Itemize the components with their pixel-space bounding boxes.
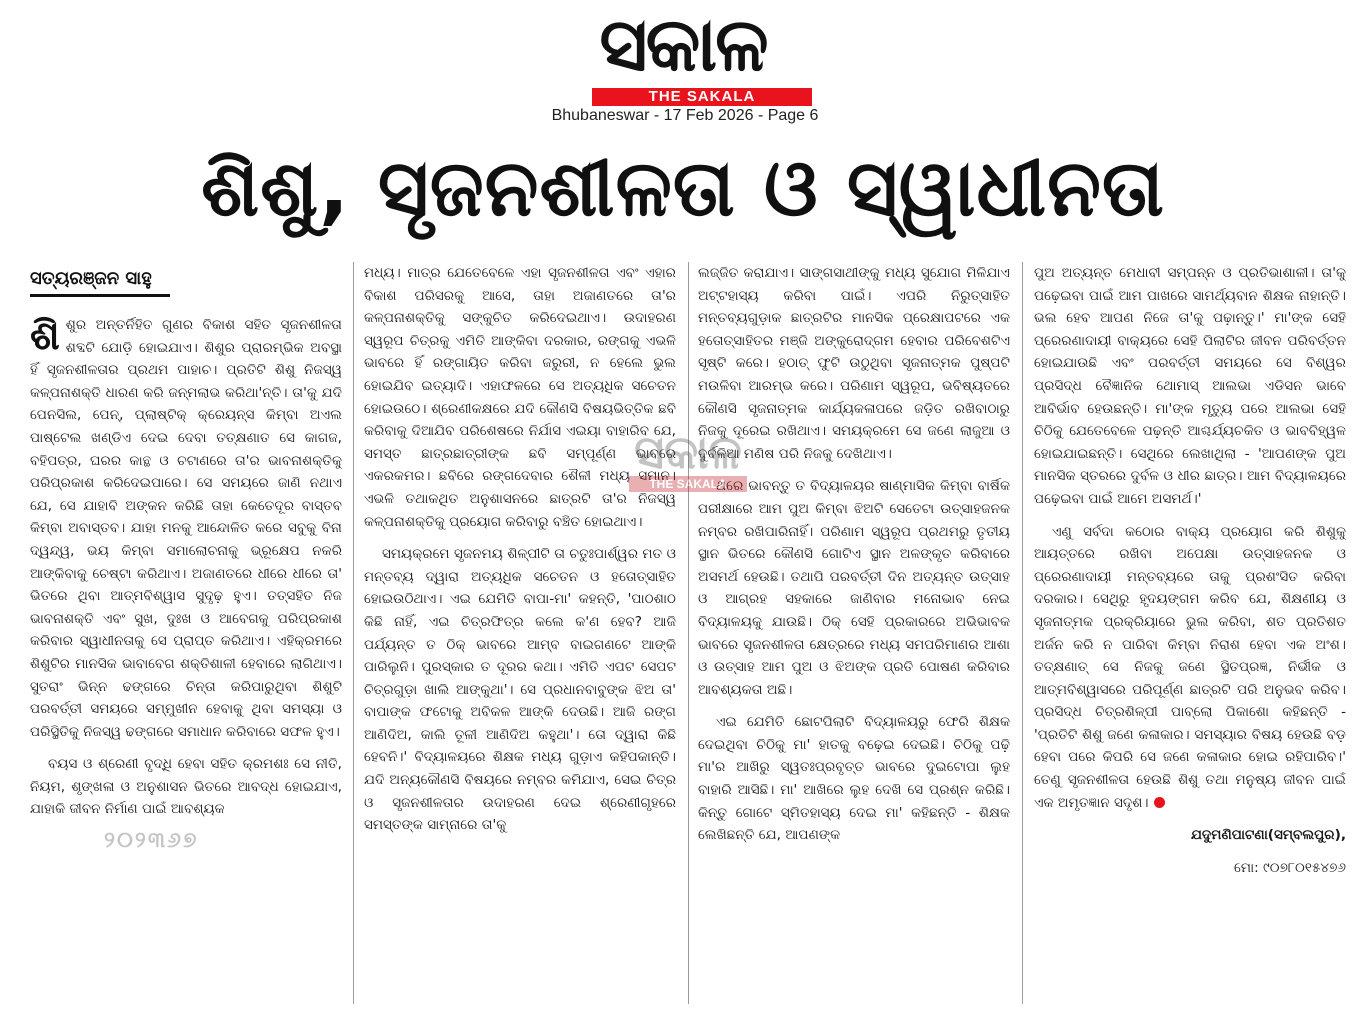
author-phone: ମୋ: ୯୦୭୮୦୧୫୪୭୬ <box>1234 859 1346 876</box>
drop-cap: ଶି <box>30 314 60 359</box>
paragraph: ପୁଅ ଅତ୍ୟନ୍ତ ମେଧାବୀ ସମ୍ପନ୍ନ ଓ ପ୍ରତିଭାଶାଳୀ। ତା'କୁ ପଢ଼େଇବା ପାଇଁ ଆମ ପାଖରେ ସାମର୍ଥ୍ୟବାନ ଶିକ୍ଷକ ନାହାନ୍ତି। ଭଲ ହେବ ଆପଣ ନିଜେ ତା'କୁ ପଢ଼ାନ୍ତୁ।' ମା'ଙ୍କ ସେହି ପ୍ରେରଣାଦାୟୀ ବାକ୍ୟରେ ସେହି ପିଲାଟିର ଜୀବନ ପରିବର୍ତ୍ତନ ହୋଇଯାଉଛି ଏବଂ ପରବର୍ତ୍ତୀ ସମୟରେ ସେ ବିଶ୍ୱର ପ୍ରସିଦ୍ଧ ବୈଜ୍ଞାନିକ ଥୋମାସ୍ ଆଲଭା ଏଡିସନ ଭାବେ ଆବିର୍ଭାବ ହେଉଛନ୍ତି। ମା'ଙ୍କ ମୃତ୍ୟୁ ପରେ ଆଲଭା ସେହି ଚିଠିକୁ ଯେତେବେଳେ ପଢ଼ନ୍ତି ଆଶ୍ଚର୍ଯ୍ୟଚକିତ ଓ ଭାବବିହ୍ୱଳ ହୋଇଯାଇଛନ୍ତି। ସେଥିରେ ଲେଖାଥିଲା - 'ଆପଣଙ୍କ ପୁଅ ମାନସିକ ସ୍ତରରେ ଦୁର୍ବଳ ଓ ଧୀର ଛାତ୍ର। ଆମ ବିଦ୍ୟାଳୟରେ ପଢ଼େଇବା ପାଇଁ ଆମେ ଅସମର୍ଥ।' <box>1034 265 1346 507</box>
paragraph: ସମୟକ୍ରମେ ସୃଜନମୟ ଶିଳ୍ପୀଟି ତା ଚତୁଃପାର୍ଶ୍ୱର ମତ ଓ ମନ୍ତବ୍ୟ ଦ୍ୱାରା ଅତ୍ୟଧିକ ସଚେତନ ଓ ହତୋତ୍ସାହିତ ହୋଇଉଠିଥାଏ। ଏଇ ଯେମିତି ବାପା-ମା' କହନ୍ତି, 'ପାଠଶାଠ କିଛି ନାହିଁ, ଏଇ ଚିତ୍ରଫିତ୍ର କଲେ କ'ଣ ହେବ? ଆଜି ପର୍ଯ୍ୟନ୍ତ ତ ଠିକ୍ ଭାବରେ ଆମ୍ବ ବାଇଗଣଟେ ଆଙ୍କି ପାରିଲୁନି। ପୁରସ୍କାର ତ ଦୂରର କଥା। ଏମିତି ଏପଟ ସେପଟ ଚିତ୍ରଗୁଡ଼ା ଖାଲି ଆଙ୍କୁଥା'। ସେ ପ୍ରଧାନବାବୁଙ୍କ ଝିଅ ତା' ବାପାଙ୍କ ଫଟୋକୁ ଅବିକଳ ଆଙ୍କି ଦେଉଛି। ଆଜି ରଙ୍ଗ ଆଣିଦିଅ, କାଲି ତୂଳୀ ଆଣିଦିଅ କହୁଥା'। ତୋ ଦ୍ୱାରା କିଛି ହେବନି।' ବିଦ୍ୟାଳୟରେ ଶିକ୍ଷକ ମଧ୍ୟ ଗୁଡ଼ାଏ କହିପକାନ୍ତି। ଯଦି ଅନ୍ୟକୌଣସି ବିଷୟରେ ନମ୍ବର କମିଯାଏ, ସେଇ ଚିତ୍ର ଓ ସୃଜନଶୀଳତାର ଉଦାହରଣ ଦେଇ ଶ୍ରେଣୀଗୃହରେ ସମସ୍ତଙ୍କ ସାମ୍ନାରେ ତା'କୁ <box>364 546 676 834</box>
sakala-logo[interactable] <box>530 4 836 104</box>
watermark-band: THE SAKALA <box>629 476 747 492</box>
column-divider <box>1022 262 1023 1004</box>
article-column-2 <box>364 262 676 1007</box>
article-column-1 <box>30 314 342 1007</box>
paragraph: ଲଜ୍ଜିତ କରାଯାଏ। ସାଙ୍ଗସାଥୀଙ୍କୁ ମଧ୍ୟ ସୁଯୋଗ ମିଳିଯାଏ ଅଟ୍ଟହାସ୍ୟ କରିବା ପାଇଁ। ଏପରି ନିରୁତ୍ସାହିତ ମନ୍ତବ୍ୟଗୁଡ଼ାକ ଛାତ୍ରଟିର ମାନସିକ ପ୍ରେକ୍ଷାପଟରେ ଏକ ହତୋତ୍ସାହିତର ମଞ୍ଜି ଅଙ୍କୁରୋଦ୍‌ଗମ ହେବାର ପରିବେଶଟିଏ ସୃଷ୍ଟି କରେ। ହଠାତ୍ ଫୁଟି ଉଠୁଥିବା ସୃଜନାତ୍ମକ ପୁଷ୍ପଟି ମଉଳିବା ଆରମ୍ଭ କରେ। ପରିଣାମ ସ୍ୱରୂପ, ଭବିଷ୍ୟତରେ କୌଣସି ସୃଜନାତ୍ମକ କାର୍ଯ୍ୟକଳାପରେ ଜଡ଼ିତ ରଖିବାଠାରୁ ନିଜକୁ ଦୂରେଇ ରଖିଥାଏ। ସମୟକ୍ରମେ ସେ ଜଣେ ଲାଜୁଆ ଓ ଦୁର୍ବଳିଆ ମଣିଷ ପରି ନିଜକୁ ଦେଖିଥାଏ। <box>698 265 1010 462</box>
dateline: Bhubaneswar - 17 Feb 2026 - Page 6 <box>551 107 819 124</box>
paragraph: ଏଇ ଯେମିତି ଛୋଟପିଲାଟି ବିଦ୍ୟାଳୟରୁ ଫେରି ଶିକ୍ଷକ ଦେଇଥିବା ଚିଠିକୁ ମା' ହାତକୁ ବଢ଼େଇ ଦେଇଛି। ଚିଠିକୁ ପଢ଼ି ମା'ର ଆଖିରୁ ସ୍ୱତଃପ୍ରବୃତ୍ତ ଭାବରେ ଦୁଇଟୋପା ଲୁହ ବାହାରି ଆସିଛି। ମା' ଆଖିରେ ଲୁହ ଦେଖି ସେ ପ୍ରଶ୍ନ କରିଛି। କିନ୍ତୁ ଗୋଟେ ସ୍ମିତହାସ୍ୟ ଦେଇ ମା' କହିଛନ୍ତି - ଶିକ୍ଷକ ଲେଖିଛନ୍ତି ଯେ, ଆପଣଙ୍କ <box>698 714 1010 844</box>
author-place: ଯଦୁମଣିପାଟଣା(ସମ୍ବଲପୁର), <box>1190 827 1346 844</box>
paragraph: ମଧ୍ୟ। ମାତ୍ର ଯେତେବେଳେ ଏହା ସୃଜନଶୀଳତା ଏବଂ ଏହାର ବିକାଶ ପରିସରକୁ ଆସେ, ତାହା ଅଜାଣତରେ ତା'ର କଳ୍ପନାଶକ୍ତିକୁ ସଙ୍କୁଚିତ କରିଦେଇଥାଏ। ଉଦାହରଣ ସ୍ୱରୂପ ଚିତ୍ରକୁ ଏମିତି ଆଙ୍କିବା ଦରକାର, ରଙ୍ଗକୁ ଏଭଳି ଭାବରେ ହିଁ ରଙ୍ଗାୟିତ କରିବା ଜରୁରୀ, ନ ହେଲେ ଭୁଲ ହୋଇଯିବ ଇତ୍ୟାଦି। ଏହାଫଳରେ ସେ ଅତ୍ୟଧିକ ସଚେତନ ହୋଇଉଠେ। ଶ୍ରେଣୀକକ୍ଷରେ ଯଦି କୌଣସି ବିଷୟଭିତ୍ତିକ ଛବି କରିବାକୁ ଦିଆଯିବ ପରିଶେଷରେ ନିର୍ଯାସ ଏଇୟା ବାହାରିବ ଯେ, ସମସ୍ତ ଛାତ୍ରଛାତ୍ରୀଙ୍କ ଛବି ସମ୍ପୂର୍ଣ୍ଣ ଭାବରେ ଏକରକମର। ଛବିରେ ରଙ୍ଗଦେବାର ଶୈଳୀ ମଧ୍ୟ ସମାନ। ଏଭଳି ତଥାକଥିତ ଅନୁଶାସନରେ ଛାତ୍ରଟି ତା'ର ନିଜସ୍ୱ କଳ୍ପନାଶକ୍ତିକୁ ପ୍ରୟୋଗ କରିବାରୁ ବଞ୍ଚିତ ହୋଇଥାଏ। <box>364 265 676 530</box>
article-column-4 <box>1034 262 1346 1007</box>
paragraph <box>1034 521 1346 815</box>
logo-band: THE SAKALA <box>592 88 812 106</box>
masthead <box>0 0 1366 130</box>
paragraph: ଥରେ ଭାବନ୍ତୁ ତ ବିଦ୍ୟାଳୟର ଷାଣ୍ମାସିକ କିମ୍ବା ବାର୍ଷିକ ପରୀକ୍ଷାରେ ଆମ ପୁଅ କିମ୍ବା ଝିଅଟି ସେତେଟା ଉତ୍ସାହଜନକ ନମ୍ବର ରଖିପାରିନାହିଁ। ପରିଣାମ ସ୍ୱରୂପ ପ୍ରଥମରୁ ତୃତୀୟ ସ୍ଥାନ ଭିତରେ କୌଣସି ଗୋଟିଏ ସ୍ଥାନ ଅଳଙ୍କୃତ କରିବାରେ ଅସମର୍ଥ ହେଉଛି। ତଥାପି ପରବର୍ତ୍ତୀ ଦିନ ଅତ୍ୟନ୍ତ ଉତ୍ସାହ ଓ ଆଗ୍ରହ ସହକାରେ ଜାଣିବାର ମନୋଭାବ ନେଇ ବିଦ୍ୟାଳୟକୁ ଯାଉଛି। ଠିକ୍ ସେହି ପ୍ରକାରରେ ଅଭିଭାବକ ଭାବରେ ସୃଜନଶୀଳତା କ୍ଷେତ୍ରରେ ମଧ୍ୟ ସମପରିମାଣର ଆଶା ଓ ଉତ୍ସାହ ଆମ ପୁଅ ଓ ଝିଅଙ୍କ ପ୍ରତି ପୋଷଣ କରିବାର ଆବଶ୍ୟକତା ଅଛି। <box>698 478 1010 698</box>
column-divider <box>688 262 689 1004</box>
paragraph-text: ଶୁର ଅନ୍ତର୍ନିହିତ ଗୁଣର ବିକାଶ ସହିତ ସୃଜନଶୀଳତା ଶବ୍ଦଟି ଯୋଡ଼ି ହୋଇଯାଏ। ଶିଶୁର ପ୍ରାରମ୍ଭିକ ଅବସ୍ଥା ହିଁ ସୃଜନଶୀଳତାର ପ୍ରଥମ ପାହାଚ। ପ୍ରତିଟି ଶିଶୁ ନିଜସ୍ୱ କଳ୍ପନାଶକ୍ତି ଧାରଣ କରି ଜନ୍ମଲାଭ କରିଥା'ନ୍ତି। ତା'କୁ ଯଦି ପେନସିଲ, ପେନ୍, ପ୍ଲାଷ୍ଟିକ୍ କ୍ରେୟନ୍ସ କିମ୍ବା ଅଏଲ ପାଷ୍ଟେଲ ଖଣ୍ଡିଏ ଦେଇ ଦେବା ତତ୍‌କ୍ଷଣାତ ସେ କାଗଜ, ବହିପତ୍ର, ଘରର କାନ୍ଥ ଓ ଚଟାଣରେ ତା'ର ଭାବନାଶକ୍ତିକୁ ପରିପ୍ରକାଶ କରିଦେଇପାରେ। ସେ ସମୟରେ ଜାଣି ନଥାଏ ଯେ, ସେ ଯାହାବି ଅଙ୍କନ କରିଛି ତାହା କେତେଦୂର ବାସ୍ତବ କିମ୍ବା ଅବାସ୍ତବ। ଯାହା ମନକୁ ଆନ୍ଦୋଳିତ କରେ ସବୁକୁ ବିନା ଦ୍ୱନ୍ଦ୍ୱ, ଭୟ କିମ୍ବା ସମାଲୋଚନାକୁ ଭ୍ରୂକ୍ଷେପ ନକରି ଆଙ୍କିବାକୁ ଚେଷ୍ଟା କରିଥାଏ। ଅଜାଣତରେ ଧୀରେ ଧୀରେ ତା' ଭିତରେ ଥିବା ଆତ୍ମବିଶ୍ୱାସ ସୁଦୃଢ଼ ହୁଏ। ତତ୍‌ସହିତ ନିଜ ଭାବନାଶକ୍ତି ଏବଂ ସୁଖ, ଦୁଃଖ ଓ ଆବେଗକୁ ପରିପ୍ରକାଶ କରିବାର ସ୍ୱାଧୀନତାକୁ ସେ ପ୍ରାପ୍ତ କରିଥାଏ। ଏହିକ୍ରମରେ ଶିଶୁଟିର ମାନସିକ ଭାବାବେଗ ଶକ୍ତିଶାଳୀ ହେବାରେ ଲାଗିଥାଏ। ସୁତରାଂ ଭିନ୍ନ ଢଙ୍ଗରେ ଚିନ୍ତା କରିପାରୁଥିବା ଶିଶୁଟି ପରବର୍ତ୍ତୀ ସମୟରେ ସମ୍ମୁଖୀନ ହେବାକୁ ଥିବା ସମସ୍ୟା ଓ ପରିସ୍ଥିତିକୁ ନିଜସ୍ୱ ଢଙ୍ଗରେ ସମାଧାନ କରିବାରେ ସଫଳ ହୁଏ। <box>30 317 342 740</box>
paragraph: ବୟସ ଓ ଶ୍ରେଣୀ ବୃଦ୍ଧି ହେବା ସହିତ କ୍ରମଶଃ ସେ ନୀତି, ନିୟମ, ଶୃଙ୍ଖଳା ଓ ଅନୁଶାସନ ଭିତରେ ଆବଦ୍ଧ ହୋଇଯାଏ, ଯାହାକି ଜୀବନ ନିର୍ମାଣ ପାଇଁ ଆବଶ୍ୟକ <box>30 756 342 818</box>
article-headline: ଶିଶୁ, ସୃଜନଶୀଳତା ଓ ସ୍ୱାଧୀନତା <box>201 144 1165 234</box>
end-mark-icon <box>1154 797 1165 808</box>
logo-text: ସକାଳ <box>599 2 767 88</box>
paragraph-text: ଏଣୁ ସର୍ବଦା କଠୋର ବାକ୍ୟ ପ୍ରୟୋଗ କରି ଶିଶୁକୁ ଆୟତ୍ତରେ ରଖିବା ଅପେକ୍ଷା ଉତ୍ସାହଜନକ ଓ ପ୍ରେରଣାଦାୟୀ ମନ୍ତବ୍ୟରେ ତାକୁ ପ୍ରଶଂସିତ କରିବା ଦରକାର। ସେଥିରୁ ହୃଦୟଙ୍ଗମ କରିବ ଯେ, ଶିକ୍ଷଣୀୟ ଓ ସୃଜନାତ୍ମକ ପ୍ରକ୍ରିୟାରେ ଭୁଲ କରିବା, ଶତ ପ୍ରତିଶତ ଅର୍ଜନ କରି ନ ପାରିବା କିମ୍ବା ନିରାଶ ହେବା ଏକ ଅଂଶ। ତତ୍‌କ୍ଷଣାତ୍ ସେ ନିଜକୁ ଜଣେ ସ୍ଥିତପ୍ରଜ୍ଞ, ନିର୍ଭୀକ ଓ ଆତ୍ମବିଶ୍ୱାସରେ ପରିପୂର୍ଣ୍ଣ ଛାତ୍ରଟି ପରି ଅନୁଭବ କରିବ। ପ୍ରସିଦ୍ଧ ଚିତ୍ରଶିଳ୍ପୀ ପାବ୍ଲୋ ପିକାଶୋ କହିଛନ୍ତି - 'ପ୍ରତିଟି ଶିଶୁ ଜଣେ କଳାକାର। ସମସ୍ୟାର ବିଷୟ ହେଉଛି ବଡ଼ ହେବା ପରେ କିପରି ସେ ଜଣେ କଳାକାର ହୋଇ ରହିପାରିବ।' ତେଣୁ ସୃଜନଶୀଳତା ହେଉଛି ଶିଶୁ ତଥା ମନୁଷ୍ୟ ଜୀବନ ପାଇଁ ଏକ ଅମୃତଜ୍ଞାନ ସଦୃଶ। <box>1034 523 1346 811</box>
watermark-logo: ସକାଳ <box>634 425 742 479</box>
paragraph <box>30 314 342 743</box>
column-divider <box>353 262 354 1004</box>
article-column-3 <box>698 262 1010 1007</box>
byline: ସତ୍ୟରଞ୍ଜନ ସାହୁ <box>30 264 170 297</box>
faint-stamp: ୨୦୨୩୬୭ <box>104 828 199 853</box>
